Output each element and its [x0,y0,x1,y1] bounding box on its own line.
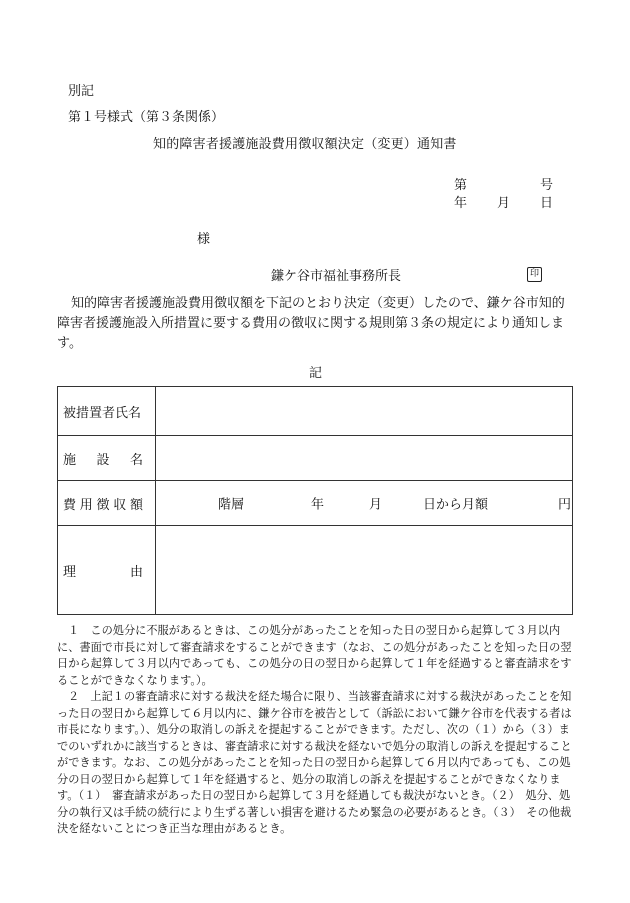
facility-label-cell [58,436,156,481]
facility-value-cell [156,436,573,481]
row-person [58,387,573,436]
person-value-cell [156,387,573,436]
addressee-honorific: 様 [197,232,211,247]
fee-label-char: 費 [63,497,77,513]
facility-label-char: 施 [63,452,77,468]
reason-label-cell [58,526,156,615]
facility-label-char: 設 [96,452,110,468]
facility-label-char: 名 [129,452,143,468]
notice-table [57,386,573,615]
issue-number-prefix: 第 [454,178,468,193]
person-label: 被措置者氏名 [63,405,142,421]
issue-month: 月 [497,196,511,211]
fee-label-char: 用 [79,497,93,513]
issue-day: 日 [540,196,554,211]
fee-value-cell [156,481,573,526]
note-1: １ この処分に不服があるときは、この処分があったことを知った日の翌日から起算して３月以内に、書面で市長に対して審査請求をすることができます（なお、この処分があったことを知った日の翌日から起算して３月以内であっても、この処分の日の翌日から起算して１年を経過すると審査請求をすることができなくなります。）。 [57,624,572,687]
form-number: 第１号様式（第３条関係） [68,110,225,125]
issuer-name: 鎌ケ谷市福祉事務所長 [271,269,402,284]
intro-paragraph: 知的障害者援護施設費用徴収額を下記のとおり決定（変更）したので、鎌ケ谷市知的障害者援護施設入所措置に要する費用の徴収に関する規則第３条の規定により通知します。 [57,296,565,351]
fee-from-monthly-label: 日から月額 [423,497,489,513]
fee-yen-label: 円 [558,497,572,513]
annex-label: 別記 [68,84,95,99]
seal-mark: 印 [527,267,542,282]
fee-label-cell [58,481,156,526]
issuer-seal [527,265,542,282]
document-title: 知的障害者援護施設費用徴収額決定（変更）通知書 [153,137,457,152]
fee-year-label: 年 [311,497,325,513]
fee-month-label: 月 [369,497,383,513]
fee-tier-label: 階層 [218,497,245,513]
fee-label-char: 収 [113,497,127,513]
row-facility [58,436,573,481]
issue-number-suffix: 号 [540,178,554,193]
issue-year: 年 [454,196,468,211]
row-fee [58,481,573,526]
fee-label-char: 額 [129,497,143,513]
person-label-cell [58,387,156,436]
ki-heading: 記 [309,366,323,381]
note-2: ２ 上記１の審査請求に対する裁決を経た場合に限り、当該審査請求に対する裁決があったことを知った日の翌日から起算して６月以内に、鎌ケ谷市を被告として（訴訟において鎌ケ谷市を代表する者は市長になります。）、処分の取消しの訴えを提起することができます。ただし、次の（１）から（３）までのいずれかに該当するときは、審査請求に対する裁決を経ないで処分の取消しの訴えを提起することができます。なお、この処分があったことを知った日の翌日から起算して６月以内であっても、この処分の日の翌日から起算して１年を経過すると、処分の取消しの訴えを提起することができなくなります。（１） 審査請求があった日の翌日から起算して３月を経過しても裁決がないとき。（２） 処分、処分の執行又は手続の続行により生ずる著しい損害を避けるため緊急の必要があるとき。（３） その他裁決を経ないことにつき正当な理由があるとき。 [57,690,572,835]
reason-value-cell [156,526,573,615]
row-reason [58,526,573,615]
fee-label-char: 徴 [96,497,110,513]
reason-label-char: 理 [63,564,77,580]
reason-label-char: 由 [129,564,143,580]
